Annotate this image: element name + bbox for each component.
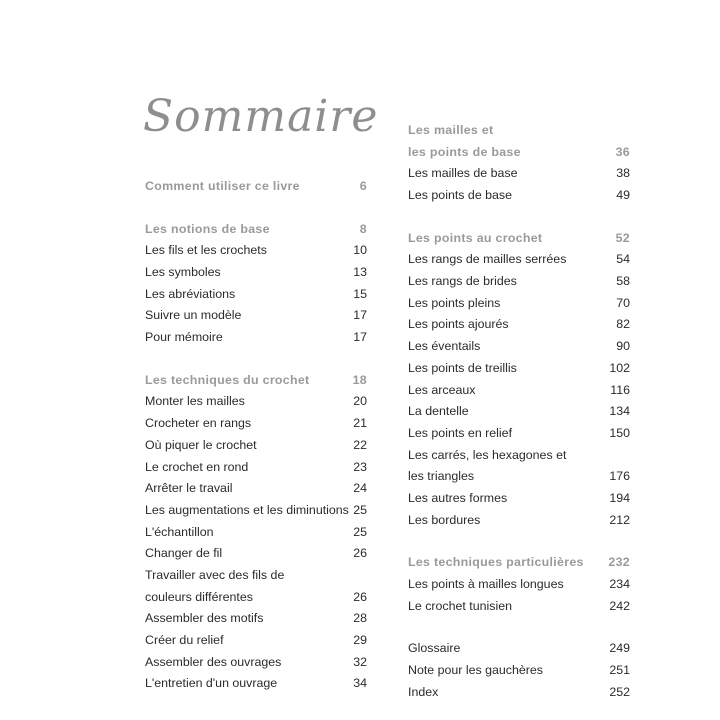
toc-entry-page: 29 [353,633,367,648]
toc-entry[interactable] [145,240,367,262]
toc-entry-label: Note pour les gauchères [408,663,544,678]
toc-entry[interactable] [408,315,630,337]
toc-entry-label: Les points pleins [408,295,501,310]
toc-entry-label: Les abréviations [145,286,236,301]
toc-entry-page: 34 [353,676,367,691]
toc-section-annexes [408,638,630,703]
toc-entry[interactable] [408,380,630,402]
toc-entry-label-line: Les carrés, les hexagones et [408,447,567,462]
toc-entry-label: Suivre un modèle [145,308,242,323]
toc-entry-label: Pour mémoire [145,330,223,345]
toc-entry-label-line: Travailler avec des fils de [145,568,285,582]
toc-entry-page: 251 [609,663,630,678]
toc-section-heading[interactable] [408,228,630,250]
toc-entry-label: Les points en relief [408,425,513,440]
toc-entry-page: 20 [353,394,367,409]
toc-entry-page: 26 [353,546,367,561]
toc-entry-page: 134 [609,404,630,419]
toc-entry-label: Les mailles de base [408,166,518,181]
toc-heading-page: 232 [608,555,630,570]
toc-entry-page: 102 [609,360,630,375]
toc-entry-page: 116 [610,382,630,397]
toc-entry-label: Les points de treillis [408,360,517,375]
toc-entry-label: Les points de base [408,188,513,203]
toc-entry-label: Crocheter en rangs [145,416,252,431]
toc-entry-page: 21 [353,416,367,431]
toc-entry-label: Les bordures [408,512,481,527]
toc-entry-page: 212 [609,512,630,527]
toc-entry-page: 150 [609,425,630,440]
page-title: Sommaire [143,91,379,142]
toc-entry-page: 194 [609,490,630,505]
toc-entry-intro[interactable] [145,176,367,198]
toc-entry[interactable] [145,500,367,522]
toc-entry[interactable] [145,673,367,695]
toc-section-notions [145,219,367,349]
toc-entry[interactable] [145,435,367,457]
toc-entry[interactable] [145,565,367,608]
toc-entry[interactable] [408,423,630,445]
toc-heading-page: 36 [615,144,630,159]
toc-entry-page: 22 [353,437,367,452]
toc-entry-page: 25 [353,524,367,539]
toc-entry[interactable] [408,682,630,704]
toc-entry[interactable] [408,358,630,380]
toc-entry[interactable] [408,596,630,618]
toc-entry[interactable] [408,401,630,423]
toc-entry-page: 234 [609,577,630,592]
toc-section-heading[interactable] [145,370,367,392]
toc-entry-label: Glossaire [408,641,461,656]
toc-entry-page: 82 [616,317,630,332]
toc-entry-label: Les points ajourés [408,317,509,332]
toc-entry-label: Les rangs de brides [408,274,517,289]
toc-entry[interactable] [408,488,630,510]
toc-entry-label [408,445,605,488]
toc-entry[interactable] [145,413,367,435]
toc-entry[interactable] [408,249,630,271]
toc-entry-label: Monter les mailles [145,394,245,409]
toc-entry-page: 54 [616,252,630,267]
toc-entry-page: 38 [616,166,630,181]
toc-heading-label: Les techniques particulières [408,555,584,570]
toc-entry-label: L'échantillon [145,524,214,539]
toc-entry-page: 90 [616,339,630,354]
toc-heading-label-line: les points de base [408,144,521,159]
toc-section-techniques [145,370,367,695]
toc-entry[interactable] [145,630,367,652]
toc-entry-page: 15 [353,286,367,301]
toc-entry-page: 252 [609,684,630,699]
toc-entry[interactable] [408,574,630,596]
toc-entry-page: 6 [359,178,367,193]
toc-entry[interactable] [408,185,630,207]
toc-heading-page: 52 [615,230,630,245]
toc-entry[interactable] [408,293,630,315]
toc-section-heading[interactable] [408,120,630,163]
toc-entry[interactable] [145,327,367,349]
toc-entry-label-line: les triangles [408,469,475,484]
toc-entry-page: 25 [353,502,367,517]
toc-entry-page: 249 [609,641,630,656]
toc-entry-label: Arrêter le travail [145,481,233,496]
toc-entry-label: Les symboles [145,265,221,280]
toc-entry-label: Les arceaux [408,382,476,397]
toc-entry-label: Le crochet tunisien [408,598,513,613]
toc-entry[interactable] [145,392,367,414]
toc-entry-page: 23 [353,459,367,474]
toc-heading-page: 18 [352,372,367,387]
toc-entry-page: 70 [616,295,630,310]
toc-entry-label-line: couleurs différentes [145,589,253,604]
toc-right-column [408,120,630,704]
toc-entry-label [145,565,349,608]
toc-heading-label: Les points au crochet [408,230,543,245]
toc-entry-label: L'entretien d'un ouvrage [145,676,278,691]
toc-entry[interactable] [408,660,630,682]
toc-entry-page: 17 [353,330,367,345]
toc-entry-label: Assembler des ouvrages [145,654,282,669]
toc-entry-label: La dentelle [408,404,469,419]
toc-entry-page: 26 [353,589,367,604]
toc-entry[interactable] [145,608,367,630]
toc-entry-page: 28 [353,611,367,626]
toc-entry[interactable] [145,457,367,479]
toc-entry-label: Comment utiliser ce livre [145,178,300,193]
toc-entry[interactable] [145,284,367,306]
toc-heading-label: Les notions de base [145,221,270,236]
toc-section-particulieres [408,552,630,617]
toc-entry[interactable] [408,336,630,358]
toc-entry-label: Les augmentations et les diminutions [145,502,349,517]
toc-heading-label-line: Les mailles et [408,123,494,137]
toc-entry[interactable] [408,163,630,185]
toc-left-column [145,176,367,695]
toc-entry[interactable] [145,478,367,500]
toc-entry-label: Les rangs de mailles serrées [408,252,567,267]
toc-entry-page: 176 [609,469,630,484]
toc-entry-label: Les points à mailles longues [408,577,564,592]
toc-entry-page: 242 [609,598,630,613]
toc-entry[interactable] [145,543,367,565]
toc-section-points [408,228,630,532]
toc-section-mailles [408,120,630,207]
toc-entry[interactable] [145,262,367,284]
toc-entry-page: 13 [353,265,367,280]
toc-entry-page: 49 [616,188,630,203]
toc-entry-label: Les éventails [408,339,481,354]
toc-entry-label: Les fils et les crochets [145,243,267,258]
toc-entry-label: Créer du relief [145,633,224,648]
toc-entry[interactable] [408,271,630,293]
toc-entry[interactable] [145,652,367,674]
toc-entry-label: Index [408,684,439,699]
toc-entry-page: 24 [353,481,367,496]
toc-entry[interactable] [145,305,367,327]
toc-heading-page: 8 [359,221,367,236]
toc-entry-label: Changer de fil [145,546,223,561]
toc-heading-label [408,120,612,163]
toc-entry-label: Les autres formes [408,490,508,505]
toc-entry-label: Le crochet en rond [145,459,249,474]
toc-entry[interactable] [408,638,630,660]
toc-entry-label: Où piquer le crochet [145,437,257,452]
toc-entry-page: 32 [353,654,367,669]
toc-entry[interactable] [145,522,367,544]
toc-section-heading[interactable] [408,552,630,574]
toc-entry-page: 10 [353,243,367,258]
toc-section-heading[interactable] [145,219,367,241]
toc-entry-label: Assembler des motifs [145,611,264,626]
toc-entry[interactable] [408,510,630,532]
toc-entry-page: 17 [353,308,367,323]
toc-heading-label: Les techniques du crochet [145,372,310,387]
toc-entry-page: 58 [616,274,630,289]
toc-entry[interactable] [408,445,630,488]
